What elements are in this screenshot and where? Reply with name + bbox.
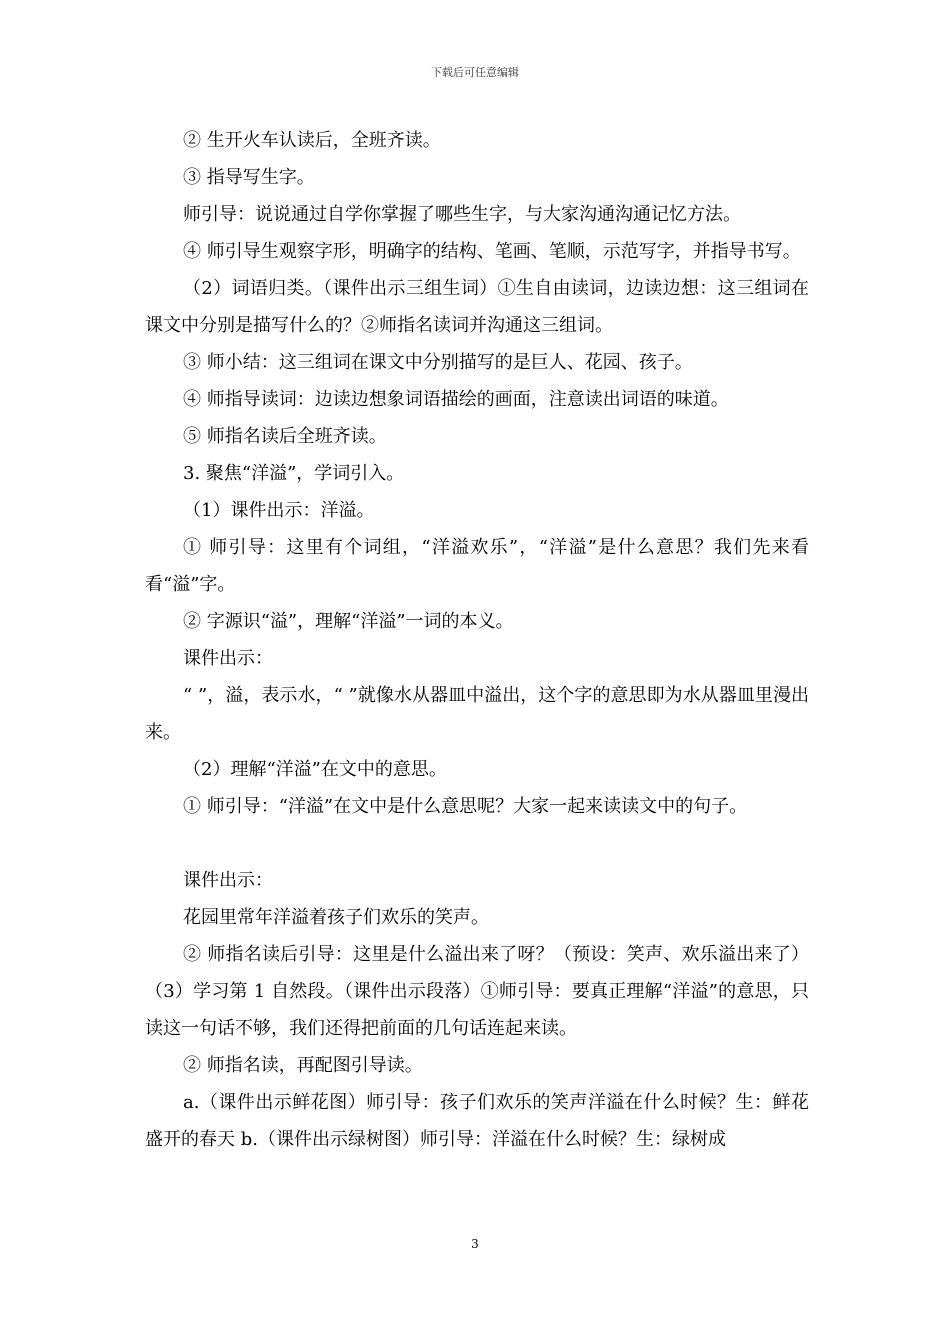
document-body bbox=[145, 122, 809, 1158]
paragraph: 3. 聚焦“洋溢”，学词引入。 bbox=[183, 463, 405, 484]
paragraph: ③ 指导写生字。 bbox=[183, 167, 315, 188]
paragraph: “ ”，溢，表示水，“ ”就像水从器皿中溢出，这个字的意思即为水从器皿里漫出来。 bbox=[145, 685, 809, 743]
paragraph: ③ 师小结：这三组词在课文中分别描写的是巨人、花园、孩子。 bbox=[183, 352, 693, 373]
paragraph: ⑤ 师指名读后全班齐读。 bbox=[183, 426, 387, 447]
paragraph: ② 师指名读后引导：这里是什么溢出来了呀？（预设：笑声、欢乐溢出来了）（3）学习第 1 自然段。（课件出示段落）①师引导：要真正理解“洋溢”的意思，只读这一句话不够，我们还得把前面的几句话连起来读。 bbox=[145, 944, 809, 1039]
paragraph: ② 字源识“溢”，理解“洋溢”一词的本义。 bbox=[183, 611, 514, 632]
paragraph: ④ 师引导生观察字形，明确字的结构、笔画、笔顺，示范写字，并指导书写。 bbox=[183, 241, 801, 262]
paragraph: a.（课件出示鲜花图）师引导：孩子们欢乐的笑声洋溢在什么时候？生：鲜花盛开的春天 b.（课件出示绿树图）师引导：洋溢在什么时候？生：绿树成 bbox=[145, 1092, 809, 1150]
paragraph: ② 生开火车认读后，全班齐读。 bbox=[183, 130, 441, 151]
paragraph: 课件出示： bbox=[183, 870, 273, 891]
paragraph: ① 师引导：这里有个词组，“洋溢欢乐”，“洋溢”是什么意思？我们先来看看“溢”字。 bbox=[145, 537, 809, 595]
page-header: 下载后可任意编辑 bbox=[431, 66, 519, 79]
page-number: 3 bbox=[471, 1237, 479, 1251]
paragraph: （1）课件出示：洋溢。 bbox=[183, 500, 375, 521]
paragraph: （2）理解“洋溢”在文中的意思。 bbox=[183, 759, 447, 780]
paragraph: ① 师引导：“洋溢”在文中是什么意思呢？大家一起来读读文中的句子。 bbox=[183, 796, 748, 817]
paragraph: ④ 师指导读词：边读边想象词语描绘的画面，注意读出词语的味道。 bbox=[183, 389, 729, 410]
paragraph: ② 师指名读，再配图引导读。 bbox=[183, 1055, 423, 1076]
paragraph: （2）词语归类。（课件出示三组生词）①生自由读词，边读边想：这三组词在课文中分别是描写什么的？②师指名读词并沟通这三组词。 bbox=[145, 278, 809, 336]
paragraph: 课件出示： bbox=[183, 648, 273, 669]
paragraph: 师引导：说说通过自学你掌握了哪些生字，与大家沟通沟通记忆方法。 bbox=[183, 204, 741, 225]
paragraph: 花园里常年洋溢着孩子们欢乐的笑声。 bbox=[183, 907, 489, 928]
